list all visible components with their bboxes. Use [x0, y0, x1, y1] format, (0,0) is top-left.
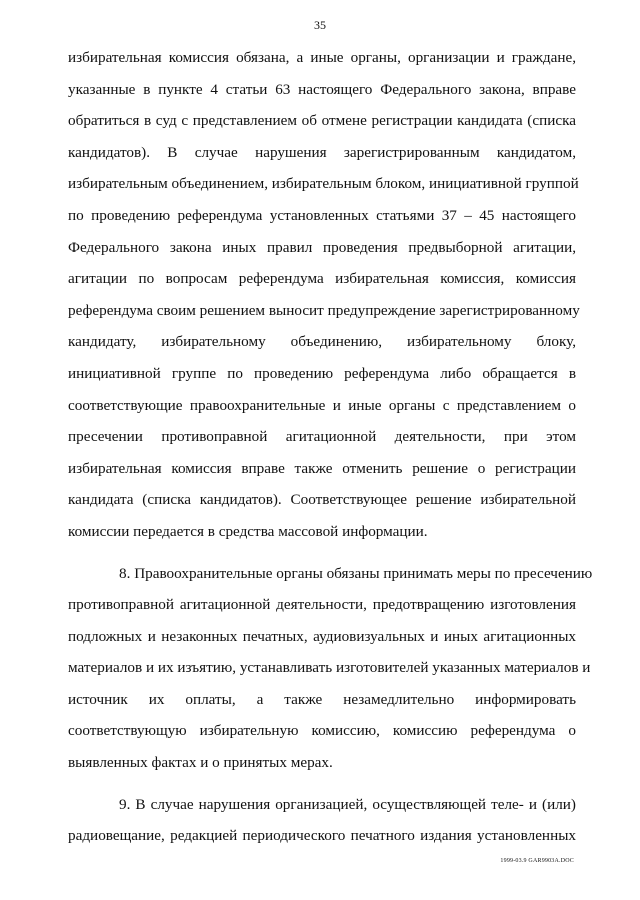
text-line: референдума своим решением выносит предупреждение зарегистрированному — [68, 301, 580, 319]
text-line: кандидатов). В случае нарушения зарегистрированным кандидатом, — [68, 143, 576, 161]
text-line: указанные в пункте 4 статьи 63 настоящего Федерального закона, вправе — [68, 80, 576, 98]
text-line: радиовещание, редакцией периодического печатного издания установленных — [68, 827, 576, 845]
text-line: выявленных фактах и о принятых мерах. — [68, 754, 333, 772]
text-line: противоправной агитационной деятельности, предотвращению изготовления — [68, 596, 576, 614]
text-line: 9. В случае нарушения организацией, осуществляющей теле- и (или) — [119, 795, 576, 813]
text-line: соответствующую избирательную комиссию, комиссию референдума о — [68, 722, 576, 740]
paragraph — [68, 558, 593, 779]
footer-filename: 1999-03.9 GAR9903A.DOC — [500, 858, 574, 864]
paragraph-gap — [68, 779, 576, 789]
text-line: кандидата (списка кандидатов). Соответствующее решение избирательной — [68, 491, 576, 509]
text-line: Федерального закона иных правил проведения предвыборной агитации, — [68, 238, 576, 256]
text-line: по проведению референдума установленных статьями 37 – 45 настоящего — [68, 206, 576, 224]
text-line: агитации по вопросам референдума избирательная комиссия, комиссия — [68, 270, 576, 288]
text-line: обратиться в суд с представлением об отмене регистрации кандидата (списка — [68, 112, 576, 130]
text-line: избирательная комиссия обязана, а иные органы, организации и граждане, — [68, 49, 576, 66]
text-line: избирательным объединением, избирательным блоком, инициативной группой — [68, 175, 579, 193]
text-line: подложных и незаконных печатных, аудиовизуальных и иных агитационных — [68, 627, 576, 645]
paragraph — [68, 789, 576, 852]
text-line: кандидату, избирательному объединению, избирательному блоку, — [68, 333, 576, 351]
text-line: соответствующие правоохранительные и иные органы с представлением о — [68, 396, 576, 414]
text-line: 8. Правоохранительные органы обязаны принимать меры по пресечению — [119, 564, 593, 582]
document-body — [68, 42, 593, 852]
page-number: 35 — [314, 18, 326, 32]
text-line: избирательная комиссия вправе также отменить решение о регистрации — [68, 459, 576, 477]
text-line: пресечении противоправной агитационной деятельности, при этом — [68, 428, 576, 446]
paragraph — [68, 42, 580, 548]
text-line: материалов и их изъятию, устанавливать изготовителей указанных материалов и — [68, 659, 591, 677]
text-line: комиссии передается в средства массовой информации. — [68, 522, 428, 540]
paragraph-gap — [68, 548, 576, 558]
text-line: источник их оплаты, а также незамедлительно информировать — [68, 690, 576, 708]
text-line: инициативной группе по проведению референдума либо обращается в — [68, 364, 576, 382]
